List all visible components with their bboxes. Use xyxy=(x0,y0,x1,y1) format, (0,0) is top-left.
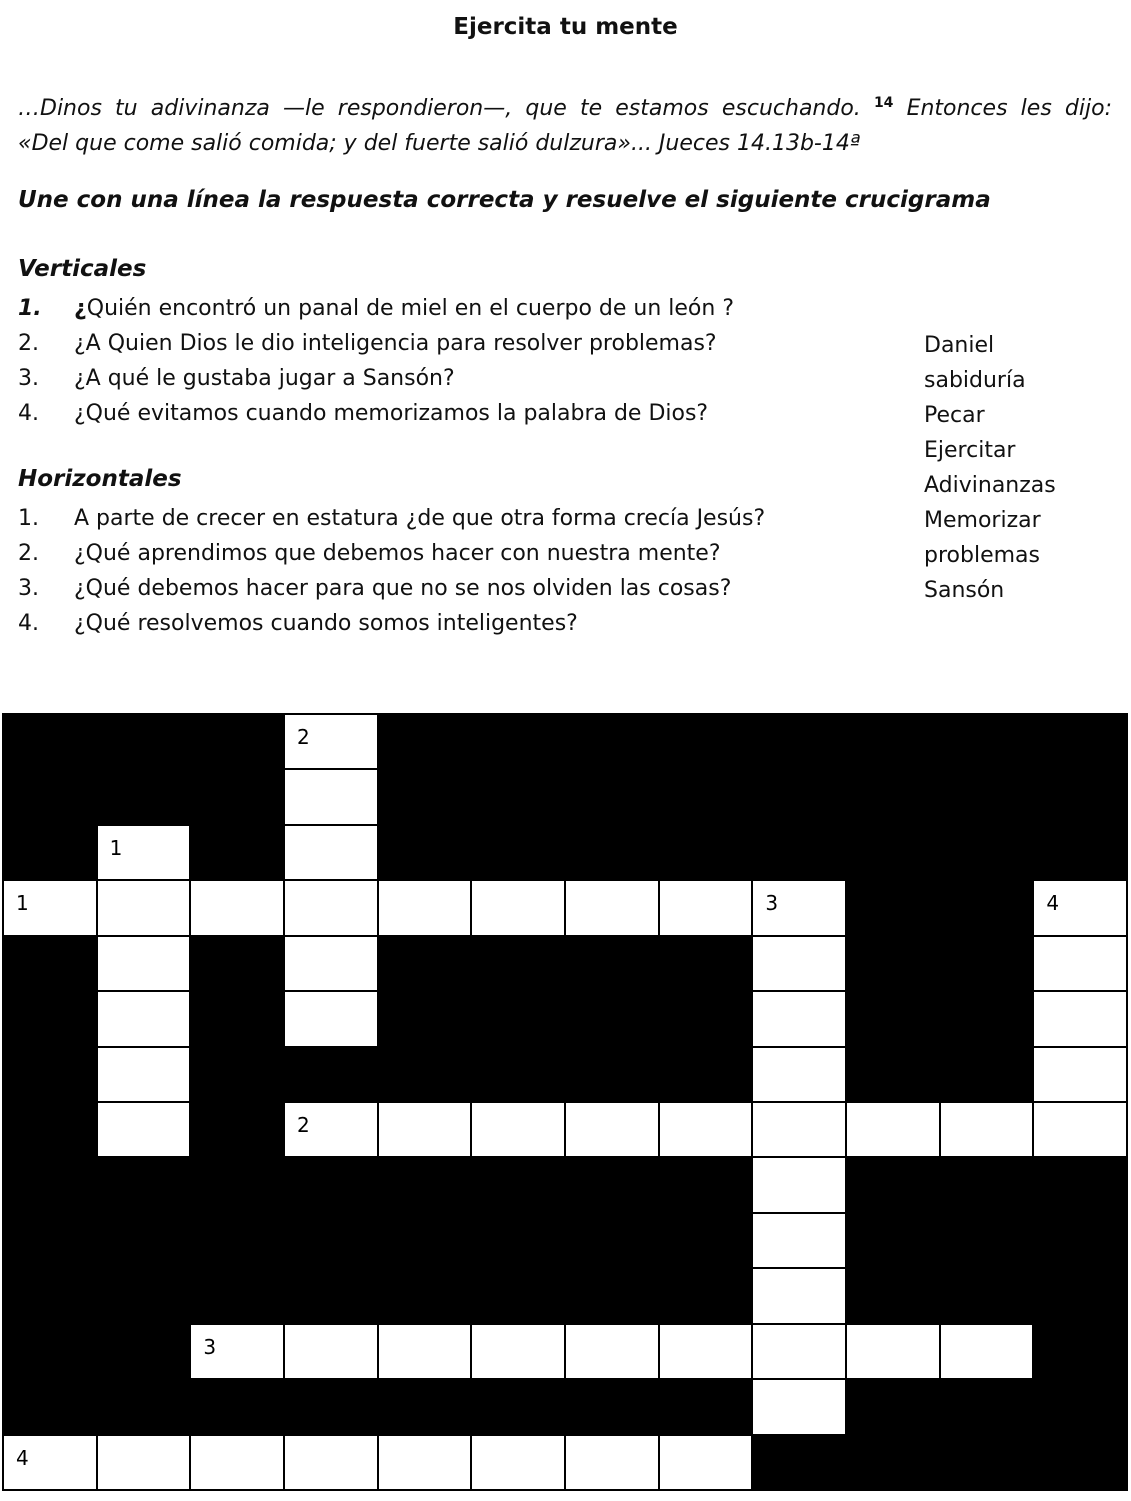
crossword-black-cell xyxy=(847,715,939,768)
crossword-black-cell xyxy=(285,1214,377,1267)
crossword-black-cell xyxy=(753,1436,845,1489)
crossword-cell[interactable] xyxy=(191,1325,283,1378)
crossword-black-cell xyxy=(1034,715,1126,768)
crossword-black-cell xyxy=(4,715,96,768)
crossword-black-cell xyxy=(98,1214,190,1267)
crossword-black-cell xyxy=(660,1048,752,1101)
crossword-black-cell xyxy=(941,1048,1033,1101)
crossword-black-cell xyxy=(191,1380,283,1433)
crossword-black-cell xyxy=(191,826,283,879)
crossword-cell[interactable] xyxy=(285,937,377,990)
crossword-black-cell xyxy=(472,826,564,879)
crossword-cell[interactable] xyxy=(98,1048,190,1101)
crossword-black-cell xyxy=(660,770,752,823)
crossword-black-cell xyxy=(98,1325,190,1378)
crossword-cell[interactable] xyxy=(753,992,845,1045)
crossword-black-cell xyxy=(660,992,752,1045)
crossword-black-cell xyxy=(98,1380,190,1433)
word-bank xyxy=(924,328,1056,608)
crossword-black-cell xyxy=(566,1214,658,1267)
crossword-black-cell xyxy=(941,1380,1033,1433)
crossword-black-cell xyxy=(847,1048,939,1101)
crossword-black-cell xyxy=(191,1214,283,1267)
crossword-black-cell xyxy=(98,715,190,768)
crossword-black-cell xyxy=(566,1048,658,1101)
crossword-black-cell xyxy=(847,1436,939,1489)
word-bank-item[interactable]: problemas xyxy=(924,543,1040,568)
clue-number: 1 xyxy=(16,891,29,916)
clue-number: 2 xyxy=(296,725,310,749)
clue-number: 4 xyxy=(1046,891,1060,916)
crossword-cell[interactable] xyxy=(1034,1048,1126,1101)
crossword-cell[interactable] xyxy=(941,1103,1033,1156)
quote-line-1: …Dinos tu adivinanza —le respondieron—, que te estamos escuchando. $^{14}$ Entonces les dijo: xyxy=(18,95,1112,121)
crossword-cell[interactable] xyxy=(472,1103,564,1156)
crossword-cell[interactable] xyxy=(472,881,564,934)
crossword-cell[interactable] xyxy=(285,770,377,823)
crossword-cell[interactable] xyxy=(753,937,845,990)
crossword-black-cell xyxy=(660,1214,752,1267)
horizontales-list xyxy=(18,501,765,641)
crossword-black-cell xyxy=(4,1158,96,1211)
crossword-black-cell xyxy=(472,1158,564,1211)
crossword-black-cell xyxy=(379,826,471,879)
crossword-black-cell xyxy=(1034,1325,1126,1378)
crossword-black-cell xyxy=(566,1158,658,1211)
crossword-black-cell xyxy=(847,826,939,879)
instruction: Une con una línea la respuesta correcta y resuelve el siguiente crucigrama xyxy=(18,187,991,213)
crossword-cell[interactable] xyxy=(285,826,377,879)
crossword-cell[interactable] xyxy=(566,1325,658,1378)
crossword-black-cell xyxy=(1034,1380,1126,1433)
crossword-cell[interactable] xyxy=(753,1158,845,1211)
crossword-black-cell xyxy=(660,1380,752,1433)
crossword-cell[interactable] xyxy=(472,1436,564,1489)
crossword-cell[interactable] xyxy=(379,1103,471,1156)
crossword-black-cell xyxy=(379,715,471,768)
crossword-cell[interactable] xyxy=(379,1325,471,1378)
crossword-cell[interactable] xyxy=(285,1325,377,1378)
crossword-black-cell xyxy=(660,715,752,768)
crossword-cell[interactable] xyxy=(660,1436,752,1489)
crossword-cell[interactable] xyxy=(98,992,190,1045)
crossword-black-cell xyxy=(1034,1158,1126,1211)
crossword-black-cell xyxy=(1034,1269,1126,1322)
crossword-black-cell xyxy=(285,1380,377,1433)
crossword-black-cell xyxy=(472,770,564,823)
crossword-black-cell xyxy=(660,1158,752,1211)
crossword-black-cell xyxy=(566,770,658,823)
crossword-cell[interactable] xyxy=(285,715,377,768)
crossword-grid xyxy=(2,713,1128,1491)
crossword-black-cell xyxy=(660,1269,752,1322)
crossword-black-cell xyxy=(1034,770,1126,823)
crossword-cell[interactable] xyxy=(98,826,190,879)
crossword-black-cell xyxy=(472,1380,564,1433)
clue-number: 1 xyxy=(109,835,123,860)
crossword-black-cell xyxy=(660,826,752,879)
word-bank-item[interactable]: Memorizar xyxy=(924,508,1041,533)
crossword-cell[interactable] xyxy=(753,1269,845,1322)
crossword-black-cell xyxy=(660,937,752,990)
crossword-black-cell xyxy=(566,1269,658,1322)
crossword-black-cell xyxy=(941,1158,1033,1211)
list-item: 4. ¿Qué evitamos cuando memorizamos la palabra de Dios? xyxy=(18,401,709,426)
crossword-black-cell xyxy=(379,1269,471,1322)
crossword-cell[interactable] xyxy=(941,1325,1033,1378)
crossword-black-cell xyxy=(1034,1214,1126,1267)
crossword-black-cell xyxy=(4,1325,96,1378)
crossword-black-cell xyxy=(4,1048,96,1101)
crossword-black-cell xyxy=(4,1103,96,1156)
crossword-cell[interactable] xyxy=(4,1436,96,1489)
crossword-cell[interactable] xyxy=(566,1103,658,1156)
crossword-black-cell xyxy=(4,826,96,879)
word-bank-item[interactable]: Adivinanzas xyxy=(924,473,1056,498)
crossword-black-cell xyxy=(847,770,939,823)
clue-number: 3 xyxy=(765,891,779,916)
crossword-cell[interactable] xyxy=(660,1325,752,1378)
crossword-black-cell xyxy=(379,937,471,990)
horizontales-heading: Horizontales xyxy=(18,466,182,492)
list-item: 1. ¿Quién encontró un panal de miel en el cuerpo de un león ? xyxy=(18,296,735,321)
crossword-black-cell xyxy=(4,1269,96,1322)
clue-number: 3 xyxy=(203,1334,217,1359)
crossword-black-cell xyxy=(566,992,658,1045)
crossword-cell[interactable] xyxy=(753,1048,845,1101)
verse-number: 14 xyxy=(873,95,894,111)
crossword-black-cell xyxy=(191,1269,283,1322)
bible-quote xyxy=(18,86,1112,161)
crossword-black-cell xyxy=(566,715,658,768)
crossword-black-cell xyxy=(191,1103,283,1156)
verticales-list xyxy=(18,291,734,431)
crossword-black-cell xyxy=(472,1214,564,1267)
word-bank-item[interactable]: Ejercitar xyxy=(924,438,1016,463)
crossword-cell[interactable] xyxy=(753,881,845,934)
crossword-black-cell xyxy=(941,1269,1033,1322)
page-title: Ejercita tu mente xyxy=(453,14,678,40)
crossword-cell[interactable] xyxy=(285,1436,377,1489)
crossword-cell[interactable] xyxy=(1034,992,1126,1045)
crossword-cell[interactable] xyxy=(379,1436,471,1489)
crossword-cell[interactable] xyxy=(753,1214,845,1267)
crossword-black-cell xyxy=(847,937,939,990)
crossword-black-cell xyxy=(4,1214,96,1267)
crossword-black-cell xyxy=(847,1214,939,1267)
crossword-cell[interactable] xyxy=(191,1436,283,1489)
crossword-black-cell xyxy=(4,992,96,1045)
crossword-black-cell xyxy=(472,992,564,1045)
crossword-black-cell xyxy=(191,937,283,990)
crossword-cell[interactable] xyxy=(1034,1103,1126,1156)
crossword-cell[interactable] xyxy=(98,937,190,990)
crossword-cell[interactable] xyxy=(285,992,377,1045)
crossword-cell[interactable] xyxy=(472,1325,564,1378)
word-bank-item[interactable]: Pecar xyxy=(924,403,985,428)
crossword-black-cell xyxy=(191,1048,283,1101)
crossword-black-cell xyxy=(472,937,564,990)
crossword-black-cell xyxy=(847,881,939,934)
crossword-black-cell xyxy=(472,1048,564,1101)
crossword-black-cell xyxy=(191,770,283,823)
verticales-heading: Verticales xyxy=(18,256,147,282)
list-item: 2. ¿A Quien Dios le dio inteligencia para resolver problemas? xyxy=(18,331,717,356)
crossword-black-cell xyxy=(941,937,1033,990)
crossword-cell[interactable] xyxy=(753,1103,845,1156)
crossword-black-cell xyxy=(847,1380,939,1433)
crossword-cell[interactable] xyxy=(660,881,752,934)
crossword-black-cell xyxy=(472,1269,564,1322)
crossword-cell[interactable] xyxy=(1034,881,1126,934)
list-item: 3. ¿Qué debemos hacer para que no se nos olviden las cosas? xyxy=(18,576,732,601)
crossword-black-cell xyxy=(191,1158,283,1211)
crossword-cell[interactable] xyxy=(285,1103,377,1156)
crossword-black-cell xyxy=(4,1380,96,1433)
crossword-black-cell xyxy=(191,715,283,768)
crossword-black-cell xyxy=(4,937,96,990)
list-item: 1. A parte de crecer en estatura ¿de que otra forma crecía Jesús? xyxy=(18,506,766,531)
crossword-black-cell xyxy=(379,1214,471,1267)
crossword-black-cell xyxy=(941,770,1033,823)
crossword-cell[interactable] xyxy=(98,1103,190,1156)
crossword-black-cell xyxy=(941,881,1033,934)
crossword-black-cell xyxy=(847,1269,939,1322)
list-item: 3. ¿A qué le gustaba jugar a Sansón? xyxy=(18,366,455,391)
crossword-black-cell xyxy=(379,1048,471,1101)
crossword-black-cell xyxy=(379,1158,471,1211)
crossword-black-cell xyxy=(4,770,96,823)
crossword-black-cell xyxy=(566,1380,658,1433)
crossword-cell[interactable] xyxy=(98,881,190,934)
crossword-black-cell xyxy=(753,770,845,823)
list-item: 2. ¿Qué aprendimos que debemos hacer con nuestra mente? xyxy=(18,541,721,566)
crossword-black-cell xyxy=(98,1269,190,1322)
crossword-cell[interactable] xyxy=(566,1436,658,1489)
crossword-black-cell xyxy=(941,1214,1033,1267)
crossword-black-cell xyxy=(191,992,283,1045)
crossword-cell[interactable] xyxy=(98,1436,190,1489)
crossword-black-cell xyxy=(379,992,471,1045)
crossword-cell[interactable] xyxy=(379,881,471,934)
crossword-black-cell xyxy=(285,1048,377,1101)
crossword-cell[interactable] xyxy=(753,1380,845,1433)
crossword-black-cell xyxy=(753,826,845,879)
crossword-cell[interactable] xyxy=(847,1103,939,1156)
crossword-black-cell xyxy=(379,770,471,823)
clue-number: 2 xyxy=(296,1112,310,1137)
word-bank-item[interactable]: Sansón xyxy=(924,578,1005,603)
crossword-cell[interactable] xyxy=(847,1325,939,1378)
crossword-black-cell xyxy=(941,715,1033,768)
crossword-black-cell xyxy=(941,992,1033,1045)
crossword-black-cell xyxy=(847,1158,939,1211)
crossword-black-cell xyxy=(285,1269,377,1322)
crossword-black-cell xyxy=(941,1436,1033,1489)
clue-number: 4 xyxy=(16,1445,29,1470)
crossword-black-cell xyxy=(472,715,564,768)
crossword-cell[interactable] xyxy=(285,881,377,934)
crossword-cell[interactable] xyxy=(4,881,96,934)
crossword-black-cell xyxy=(566,826,658,879)
crossword-black-cell xyxy=(941,826,1033,879)
crossword-black-cell xyxy=(847,992,939,1045)
crossword-cell[interactable] xyxy=(191,881,283,934)
word-bank-item[interactable]: Daniel xyxy=(924,333,995,358)
word-bank-item[interactable]: sabiduría xyxy=(924,368,1026,393)
list-item: 4. ¿Qué resolvemos cuando somos inteligentes? xyxy=(18,611,578,636)
crossword-black-cell xyxy=(1034,826,1126,879)
crossword-black-cell xyxy=(1034,1436,1126,1489)
crossword-cell[interactable] xyxy=(566,881,658,934)
crossword-black-cell xyxy=(753,715,845,768)
crossword-black-cell xyxy=(98,770,190,823)
crossword-black-cell xyxy=(285,1158,377,1211)
crossword-black-cell xyxy=(98,1158,190,1211)
crossword-cell[interactable] xyxy=(660,1103,752,1156)
crossword-cell[interactable] xyxy=(1034,937,1126,990)
quote-line-2: «Del que come salió comida; y del fuerte salió dulzura»... Jueces 14.13b-14ª xyxy=(18,131,861,156)
crossword-cell[interactable] xyxy=(753,1325,845,1378)
crossword-black-cell xyxy=(566,937,658,990)
crossword-black-cell xyxy=(379,1380,471,1433)
